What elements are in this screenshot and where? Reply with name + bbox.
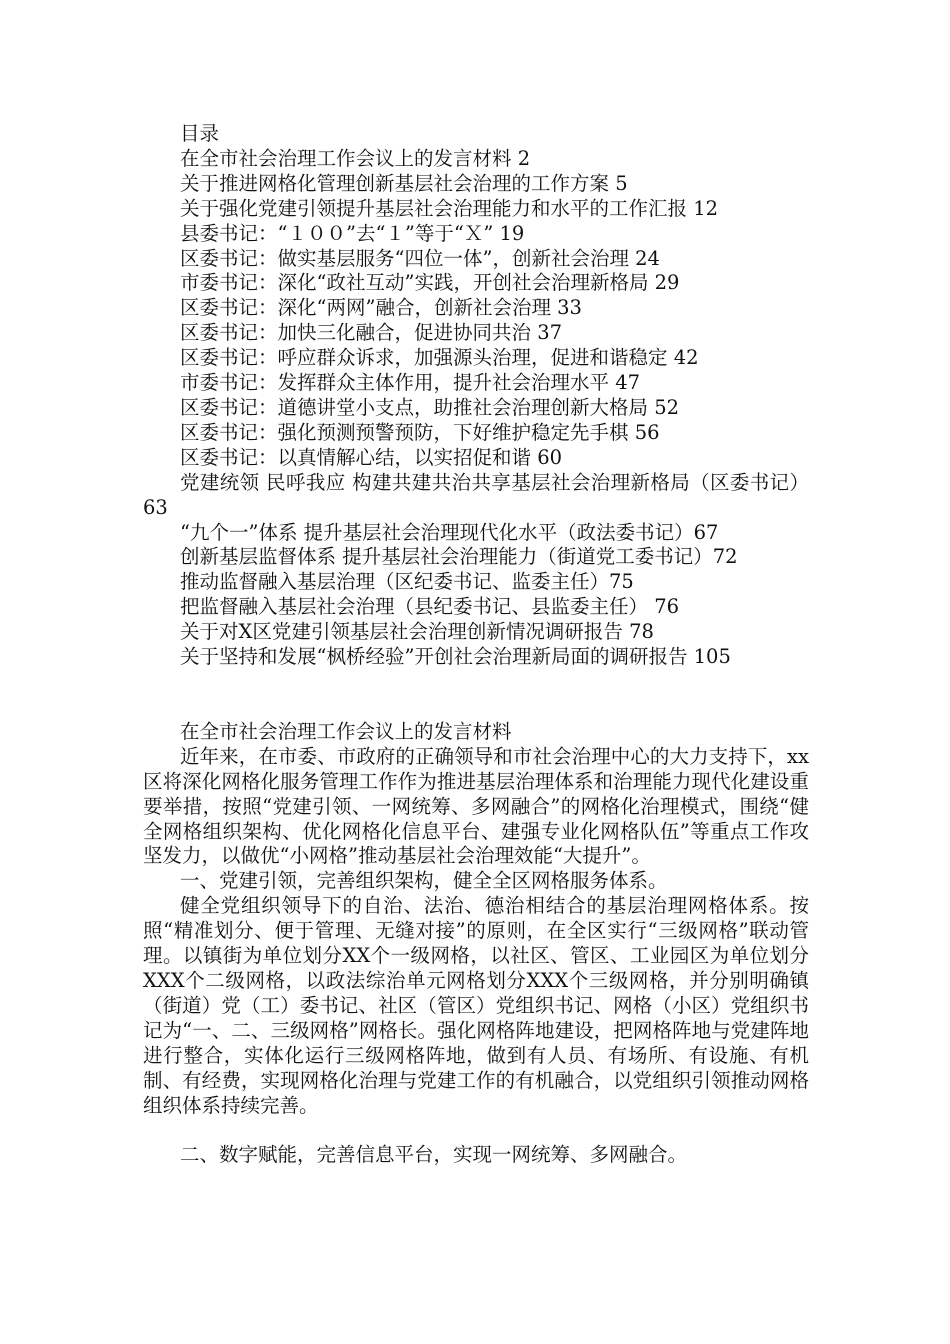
toc-entry: 区委书记：呼应群众诉求，加强源头治理，促进和谐稳定 42: [180, 346, 699, 370]
body-paragraph-1: 健全党组织领导下的自治、法治、德治相结合的基层治理网格体系。按照“精准划分、便于管理、无缝对接”的原则，在全区实行“三级网格”联动管理。以镇街为单位划分XX个一级网格，以社区、管区、工业园区为单位划分XXX个二级网格，以政法综治单元网格划分XXX个三级网格，并分别明确镇（街道）党（工）委书记、社区（管区）党组织书记、网格（小区）党组织书记为“一、二、三级网格”网格长。强化网格阵地建设，把网格阵地与党建阵地进行整合，实体化运行三级网格阵地，做到有人员、有场所、有设施、有机制、有经费，实现网格化治理与党建工作的有机融合，以党组织引领推动网格组织体系持续完善。: [143, 894, 809, 1117]
toc-entry: 关于坚持和发展“枫桥经验”开创社会治理新局面的调研报告 105: [180, 645, 731, 669]
toc-entry: 关于推进网格化管理创新基层社会治理的工作方案 5: [180, 171, 628, 195]
section-heading-2: 二、数字赋能，完善信息平台，实现一网统筹、多网融合。: [180, 1143, 688, 1167]
toc-entry: 市委书记：深化“政社互动”实践，开创社会治理新格局 29: [180, 271, 680, 295]
section-heading-1: 一、党建引领，完善组织架构，健全全区网格服务体系。: [180, 869, 668, 893]
toc-entry: 党建统领 民呼我应 构建共建共治共享基层社会治理新格局（区委书记）63: [143, 470, 809, 519]
toc-entry: 关于对X区党建引领基层社会治理创新情况调研报告 78: [180, 620, 654, 644]
blank-line: [143, 1118, 809, 1143]
toc-entry: 区委书记：强化预测预警预防，下好维护稳定先手棋 56: [180, 420, 660, 444]
toc-list: [143, 147, 809, 670]
toc-entry: 县委书记：“１００”去“１”等于“Ｘ” 19: [180, 221, 525, 245]
toc-entry: 关于强化党建引领提升基层社会治理能力和水平的工作汇报 12: [180, 196, 719, 220]
toc-title: 目录: [180, 122, 220, 145]
toc-entry: 区委书记：做实基层服务“四位一体”，创新社会治理 24: [180, 246, 660, 270]
toc-entry: 在全市社会治理工作会议上的发言材料 2: [180, 146, 531, 170]
intro-paragraph: 近年来，在市委、市政府的正确领导和市社会治理中心的大力支持下，xx区将深化网格化服务管理工作作为推进基层治理体系和治理能力现代化建设重要举措，按照“党建引领、一网统筹、多网融合”的网格化治理模式，围绕“健全网格组织架构、优化网格化信息平台、建强专业化网格队伍”等重点工作攻坚发力，以做优“小网格”推动基层社会治理效能“大提升”。: [143, 744, 809, 868]
toc-entry: 区委书记：加快三化融合，促进协同共治 37: [180, 321, 563, 345]
toc-entry: 把监督融入基层社会治理（县纪委书记、县监委主任） 76: [180, 595, 680, 619]
toc-entry: 区委书记：以真情解心结，以实招促和谐 60: [180, 445, 563, 469]
toc-entry: 区委书记：深化“两网”融合，创新社会治理 33: [180, 296, 582, 320]
toc-entry: 区委书记：道德讲堂小支点，助推社会治理创新大格局 52: [180, 395, 680, 419]
section-gap: [143, 670, 809, 720]
toc-entry: 推动监督融入基层治理（区纪委书记、监委主任）75: [180, 570, 634, 594]
toc-entry: 创新基层监督体系 提升基层社会治理能力（街道党工委书记）72: [180, 545, 738, 569]
article-title: 在全市社会治理工作会议上的发言材料: [180, 719, 512, 743]
toc-entry: 市委书记：发挥群众主体作用，提升社会治理水平 47: [180, 371, 641, 395]
document-body: [143, 122, 809, 1168]
toc-entry: “九个一”体系 提升基层社会治理现代化水平（政法委书记）67: [180, 520, 719, 544]
